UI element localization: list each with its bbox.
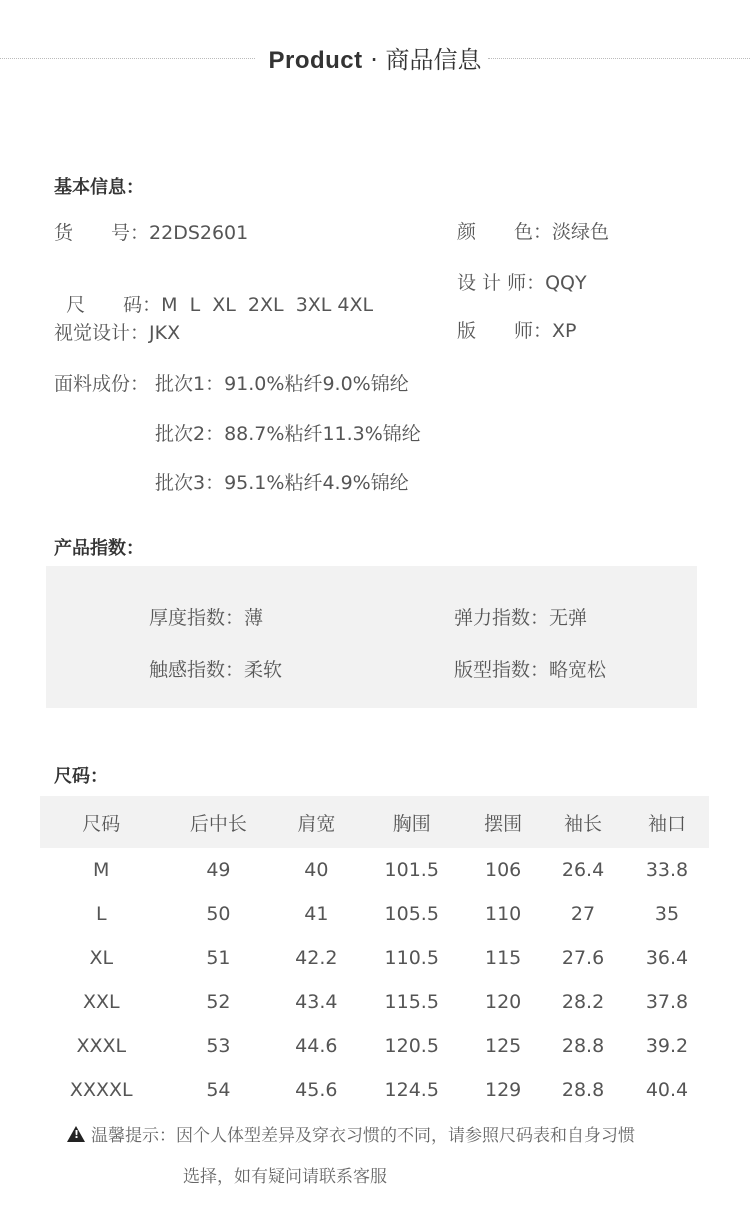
table-cell: 120.5 [384, 1035, 439, 1057]
product-index-heading: 产品指数： [54, 538, 144, 559]
col-hem: 摆围 [465, 796, 541, 848]
item-number-label: 货 号： [54, 222, 150, 244]
fit-label: 版型指数： [454, 659, 550, 681]
table-cell: 28.8 [561, 1079, 605, 1101]
table-cell: 53 [206, 1035, 231, 1057]
designer-value: QQY [545, 272, 587, 294]
col-size: 尺码 [40, 796, 163, 848]
table-row [40, 1024, 709, 1068]
table-cell: 44.6 [295, 1035, 338, 1057]
thickness-index [149, 603, 263, 630]
item-number [54, 218, 248, 245]
fabric-batch-2: 批次2：88.7%粘纤11.3%锦纶 [155, 423, 421, 445]
fit-index [454, 655, 606, 682]
col-back-length: 后中长 [163, 796, 275, 848]
table-cell: 54 [206, 1079, 231, 1101]
table-cell: 27.6 [561, 947, 605, 969]
basic-info-heading: 基本信息： [54, 177, 144, 198]
table-cell: 115.5 [384, 991, 439, 1013]
touch-label: 触感指数： [149, 659, 245, 681]
pattern-maker-label: 版 师： [457, 320, 553, 342]
table-cell: XXL [82, 991, 120, 1013]
color-label: 颜 色： [457, 221, 553, 243]
product-index-panel [46, 566, 697, 708]
table-cell: 39.2 [645, 1035, 689, 1057]
table-cell: 110 [484, 903, 522, 925]
table-cell: 43.4 [295, 991, 338, 1013]
table-cell: 37.8 [645, 991, 689, 1013]
size-table [40, 796, 709, 1112]
table-cell: 52 [206, 991, 231, 1013]
table-cell: 36.4 [645, 947, 689, 969]
table-row [40, 980, 709, 1024]
table-cell: 110.5 [384, 947, 439, 969]
page-title [0, 40, 750, 75]
table-cell: 35 [654, 903, 680, 925]
table-cell: 125 [484, 1035, 522, 1057]
table-cell: XXXL [76, 1035, 127, 1057]
table-row [40, 936, 709, 980]
pattern-maker-value: XP [552, 320, 577, 342]
elasticity-value: 无弹 [549, 607, 588, 629]
tip-line-1 [67, 1121, 635, 1146]
fabric-batch-1: 批次1：91.0%粘纤9.0%锦纶 [155, 373, 409, 395]
designer-label: 设 计 师： [457, 272, 546, 294]
table-cell: L [95, 903, 107, 925]
fit-value: 略宽松 [549, 659, 607, 681]
sizes-value: M L XL 2XL 3XL 4XL [161, 294, 374, 316]
table-cell: 115 [484, 947, 522, 969]
table-row [40, 848, 709, 892]
page-title-separator: · [362, 46, 386, 74]
table-cell: 105.5 [384, 903, 439, 925]
table-cell: XL [89, 947, 114, 969]
warning-icon: ! [67, 1126, 85, 1142]
table-cell: XXXXL [69, 1079, 133, 1101]
color-value: 淡绿色 [552, 221, 610, 243]
size-chart-heading: 尺码： [54, 766, 108, 787]
elasticity-label: 弹力指数： [454, 607, 550, 629]
table-cell: 45.6 [295, 1079, 338, 1101]
table-cell: 26.4 [561, 859, 605, 881]
col-sleeve-length: 袖长 [541, 796, 625, 848]
table-cell: 49 [206, 859, 231, 881]
tip-line-2: 选择，如有疑问请联系客服 [183, 1167, 387, 1187]
table-cell: 129 [484, 1079, 522, 1101]
table-cell: 106 [484, 859, 522, 881]
table-cell: 51 [206, 947, 231, 969]
table-cell: 101.5 [384, 859, 439, 881]
table-cell: 124.5 [384, 1079, 439, 1101]
sizes [54, 268, 373, 317]
table-cell: 28.2 [561, 991, 605, 1013]
table-cell: 50 [206, 903, 231, 925]
table-cell: 27 [570, 903, 596, 925]
table-cell: 33.8 [645, 859, 689, 881]
pattern-maker [457, 316, 577, 343]
color [457, 217, 609, 244]
page-title-en: Product [268, 47, 363, 74]
table-cell: M [93, 859, 110, 881]
page-title-cn: 商品信息 [385, 46, 482, 74]
table-row [40, 892, 709, 936]
sizes-label: 尺 码： [66, 294, 162, 316]
col-shoulder: 肩宽 [274, 796, 358, 848]
table-cell: 42.2 [295, 947, 338, 969]
visual-design [54, 318, 180, 345]
touch-index [149, 655, 282, 682]
table-cell: 40 [304, 859, 329, 881]
tip-text-1: 温馨提示：因个人体型差异及穿衣习惯的不同，请参照尺码表和自身习惯 [91, 1126, 635, 1146]
fabric-batch-3: 批次3：95.1%粘纤4.9%锦纶 [155, 472, 409, 494]
visual-design-label: 视觉设计： [54, 322, 150, 344]
table-cell: 41 [304, 903, 329, 925]
table-cell: 120 [484, 991, 522, 1013]
item-number-value: 22DS2601 [149, 222, 249, 244]
col-chest: 胸围 [358, 796, 465, 848]
fabric-label: 面料成份： [54, 373, 150, 395]
visual-design-value: JKX [149, 322, 181, 344]
table-row [40, 1068, 709, 1112]
col-cuff: 袖口 [625, 796, 709, 848]
table-cell: 40.4 [645, 1079, 689, 1101]
designer [457, 268, 587, 295]
thickness-value: 薄 [244, 607, 264, 629]
thickness-label: 厚度指数： [149, 607, 245, 629]
table-cell: 28.8 [561, 1035, 605, 1057]
touch-value: 柔软 [244, 659, 283, 681]
size-table-header [40, 796, 709, 848]
elasticity-index [454, 603, 587, 630]
